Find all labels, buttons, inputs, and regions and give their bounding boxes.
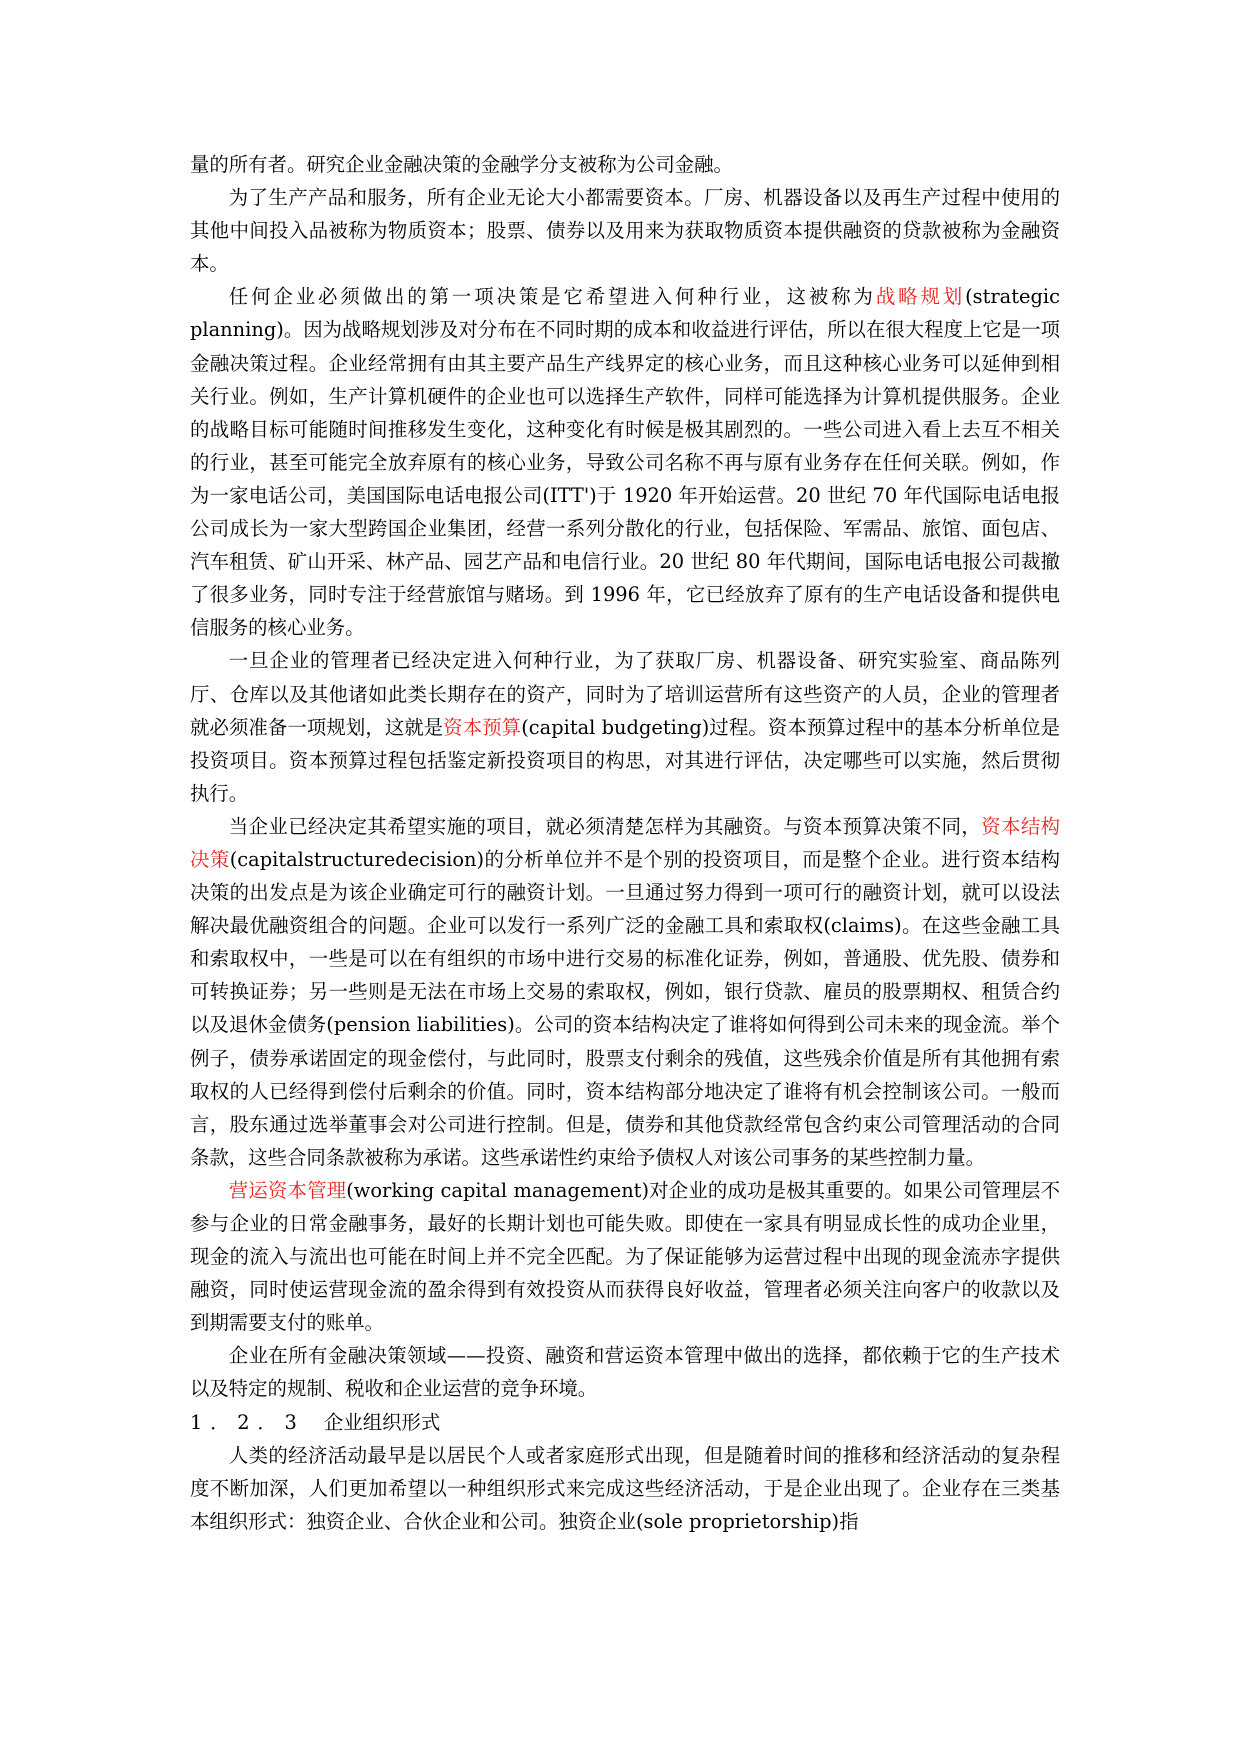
paragraph [190, 280, 1060, 644]
paragraph-text: (capital budgeting)过程。资本预算过程中的基本分析单位是投资项目。资本预算过程包括鉴定新投资项目的构思，对其进行评估，决定哪些可以实施，然后贯彻执行。 [190, 715, 1061, 805]
paragraph-text: 企业在所有金融决策领域——投资、融资和营运资本管理中做出的选择，都依赖于它的生产技术以及特定的规制、税收和企业运营的竞争环境。 [190, 1344, 1060, 1401]
section-number: 1．2．3 [190, 1410, 305, 1434]
paragraph [190, 1439, 1060, 1538]
body-text-before-section [190, 148, 1060, 1406]
key-term: 战略规划 [875, 285, 966, 309]
paragraph [190, 644, 1060, 809]
paragraph-text: 任何企业必须做出的第一项决策是它希望进入何种行业，这被称为 [228, 285, 876, 309]
key-term: 营运资本管理 [228, 1178, 347, 1202]
document-page [190, 148, 1060, 1538]
paragraph [190, 1339, 1060, 1405]
section-title: 企业组织形式 [323, 1410, 441, 1434]
key-term: 资本预算 [443, 715, 522, 739]
paragraph-text: 为了生产产品和服务，所有企业无论大小都需要资本。厂房、机器设备以及再生产过程中使用的其他中间投入品被称为物质资本；股票、债券以及用来为获取物质资本提供融资的贷款被称为金融资本。 [190, 186, 1060, 276]
paragraph-text: 人类的经济活动最早是以居民个人或者家庭形式出现，但是随着时间的推移和经济活动的复杂程度不断加深，人们更加希望以一种组织形式来完成这些经济活动，于是企业出现了。企业存在三类基本组织形式：独资企业、合伙企业和公司。独资企业(sole proprietorship)指 [190, 1443, 1060, 1533]
paragraph-text: 量的所有者。研究企业金融决策的金融学分支被称为公司金融。 [190, 153, 733, 176]
paragraph-text: (strategic planning)。因为战略规划涉及对分布在不同时期的成本和收益进行评估，所以在很大程度上它是一项金融决策过程。企业经常拥有由其主要产品生产线界定的核心业务，而且这种核心业务可以延伸到相关行业。例如，生产计算机硬件的企业也可以选择生产软件，同样可能选择为计算机提供服务。企业的战略目标可能随时间推移发生变化，这种变化有时候是极其剧烈的。一些公司进入看上去互不相关的行业，甚至可能完全放弃原有的核心业务，导致公司名称不再与原有业务存在任何关联。例如，作为一家电话公司，美国国际电话电报公司(ITT')于 1920 年开始运营。20 世纪 70 年代国际电话电报公司成长为一家大型跨国企业集团，经营一系列分散化的行业，包括保险、军需品、旅馆、面包店、汽车租赁、矿山开采、林产品、园艺产品和电信行业。20 世纪 80 年代期间，国际电话电报公司裁撤了很多业务，同时专注于经营旅馆与赌场。到 1996 年，它已经放弃了原有的生产电话设备和提供电信服务的核心业务。 [190, 285, 1060, 640]
paragraph-text: 当企业已经决定其希望实施的项目，就必须清楚怎样为其融资。与资本预算决策不同， [228, 814, 982, 838]
paragraph-text: 一旦企业的管理者已经决定进入何种行业，为了获取厂房、机器设备、研究实验室、商品陈列厅、仓库以及其他诸如此类长期存在的资产，同时为了培训运营所有这些资产的人员，企业的管理者就必须准备一项规划，这就是 [190, 649, 1060, 739]
paragraph [190, 181, 1060, 280]
paragraph [190, 148, 1060, 181]
paragraph-text: (working capital management)对企业的成功是极其重要的。如果公司管理层不参与企业的日常金融事务，最好的长期计划也可能失败。即使在一家具有明显成长性的成功企业里，现金的流入与流出也可能在时间上并不完全匹配。为了保证能够为运营过程中出现的现金流赤字提供融资，同时使运营现金流的盈余得到有效投资从而获得良好收益，管理者必须关注向客户的收款以及到期需要支付的账单。 [190, 1178, 1061, 1335]
paragraph [190, 810, 1060, 1174]
section-heading [190, 1406, 1060, 1439]
body-text-after-section [190, 1439, 1060, 1538]
paragraph-text: (capitalstructuredecision)的分析单位并不是个别的投资项目，而是整个企业。进行资本结构决策的出发点是为该企业确定可行的融资计划。一旦通过努力得到一项可行的融资计划，就可以设法解决最优融资组合的问题。企业可以发行一系列广泛的金融工具和索取权(claims)。在这些金融工具和索取权中，一些是可以在有组织的市场中进行交易的标准化证券，例如，普通股、优先股、债券和可转换证券；另一些则是无法在市场上交易的索取权，例如，银行贷款、雇员的股票期权、租赁合约以及退休金债务(pension liabilities)。公司的资本结构决定了谁将如何得到公司未来的现金流。举个例子，债券承诺固定的现金偿付，与此同时，股票支付剩余的残值，这些残余价值是所有其他拥有索取权的人已经得到偿付后剩余的价值。同时，资本结构部分地决定了谁将有机会控制该公司。一般而言，股东通过选举董事会对公司进行控制。但是，债券和其他贷款经常包含约束公司管理活动的合同条款，这些合同条款被称为承诺。这些承诺性约束给予债权人对该公司事务的某些控制力量。 [190, 847, 1060, 1169]
key-term: 资本结构决策 [190, 814, 1061, 871]
paragraph [190, 1174, 1060, 1339]
